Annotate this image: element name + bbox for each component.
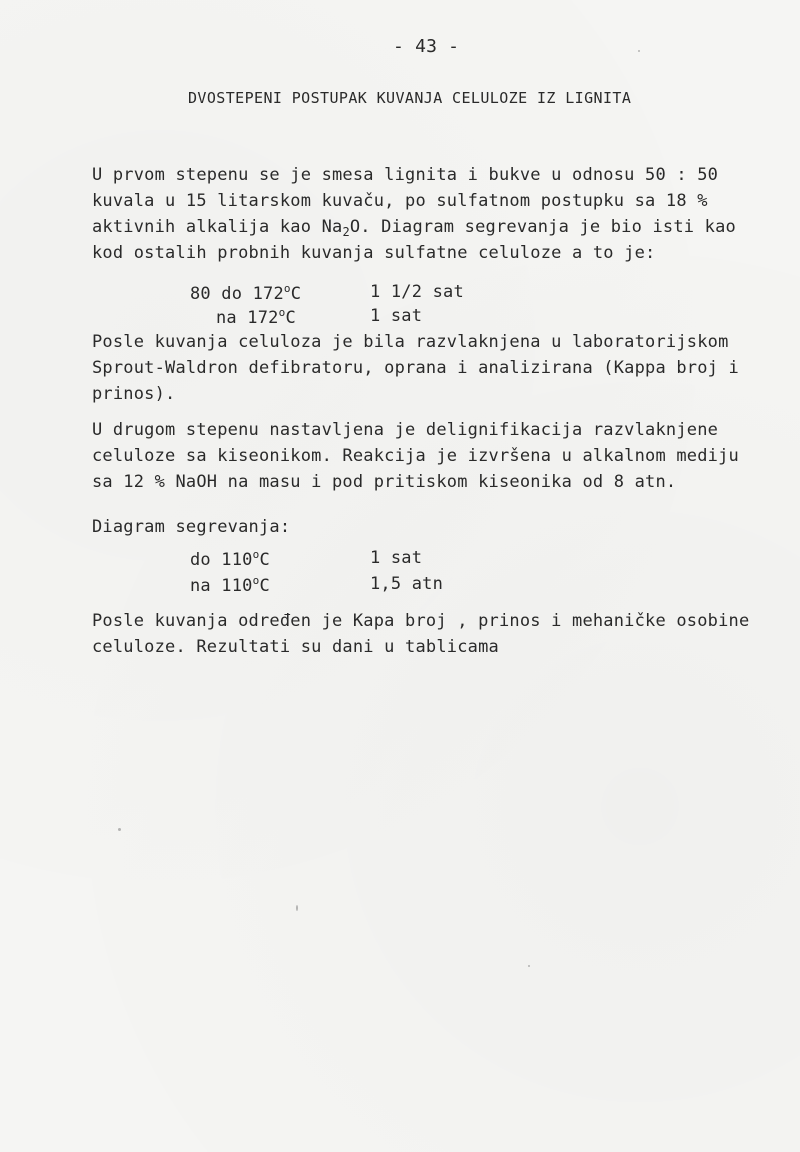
scan-speck bbox=[296, 905, 298, 911]
paragraph-1-line-3-post: O. Diagram segrevanja je bio isti kao bbox=[349, 217, 736, 237]
document-title: DVOSTEPENI POSTUPAK KUVANJA CELULOZE IZ LIGNITA bbox=[188, 89, 632, 107]
paragraph-1-line-3-pre: aktivnih alkalija kao Na bbox=[92, 217, 343, 237]
schedule-2-row-2-temp: na 110 bbox=[190, 576, 253, 596]
degree-sign: o bbox=[252, 548, 260, 561]
schedule-1-row-1-label bbox=[190, 282, 301, 304]
scan-speck bbox=[118, 828, 121, 831]
subscript-2: 2 bbox=[342, 225, 350, 239]
page-number: - 43 - bbox=[393, 36, 460, 57]
schedule-1-row-2-time: 1 sat bbox=[370, 306, 423, 326]
scan-speck bbox=[638, 50, 640, 52]
degree-sign: o bbox=[278, 306, 286, 319]
degree-sign: o bbox=[252, 574, 260, 587]
paragraph-4-line-2: celuloze. Rezultati su dani u tablicama bbox=[92, 637, 499, 657]
celsius-unit: C bbox=[259, 576, 270, 596]
paragraph-4-line-1: Posle kuvanja određen je Kapa broj , prinos i mehaničke osobine bbox=[92, 611, 750, 631]
paragraph-1-line-1: U prvom stepenu se je smesa lignita i bukve u odnosu 50 : 50 bbox=[92, 165, 719, 185]
celsius-unit: C bbox=[259, 550, 270, 570]
paragraph-3-line-3: sa 12 % NaOH na masu i pod pritiskom kiseonika od 8 atn. bbox=[92, 472, 677, 492]
schedule-1-row-2-label bbox=[216, 306, 296, 328]
celsius-unit: C bbox=[285, 308, 296, 328]
paragraph-1-line-4: kod ostalih probnih kuvanja sulfatne celuloze a to je: bbox=[92, 243, 656, 263]
diagram-label: Diagram segrevanja: bbox=[92, 517, 291, 537]
paragraph-2-line-1: Posle kuvanja celuloza je bila razvlaknjena u laboratorijskom bbox=[92, 332, 729, 352]
paragraph-1-line-2: kuvala u 15 litarskom kuvaču, po sulfatnom postupku sa 18 % bbox=[92, 191, 708, 211]
schedule-2-row-1-label bbox=[190, 548, 270, 570]
paragraph-1-line-3 bbox=[92, 217, 736, 239]
schedule-2-row-2-label bbox=[190, 574, 270, 596]
paragraph-3-line-1: U drugom stepenu nastavljena je delignifikacija razvlaknjene bbox=[92, 420, 719, 440]
schedule-1-row-1-time: 1 1/2 sat bbox=[370, 282, 464, 302]
scan-speck bbox=[528, 965, 530, 967]
celsius-unit: C bbox=[290, 284, 302, 304]
paragraph-2-line-3: prinos). bbox=[92, 384, 176, 404]
degree-sign: o bbox=[283, 282, 291, 295]
schedule-2-row-2-time: 1,5 atn bbox=[370, 574, 444, 594]
schedule-1-row-1-temp: 80 do 172 bbox=[190, 284, 284, 304]
paragraph-2-line-2: Sprout-Waldron defibratoru, oprana i analizirana (Kappa broj i bbox=[92, 358, 739, 378]
schedule-2-row-1-temp: do 110 bbox=[190, 550, 253, 570]
paragraph-3-line-2: celuloze sa kiseonikom. Reakcija je izvršena u alkalnom mediju bbox=[92, 446, 739, 466]
schedule-2-row-1-time: 1 sat bbox=[370, 548, 423, 568]
schedule-1-row-2-temp: na 172 bbox=[216, 308, 279, 328]
